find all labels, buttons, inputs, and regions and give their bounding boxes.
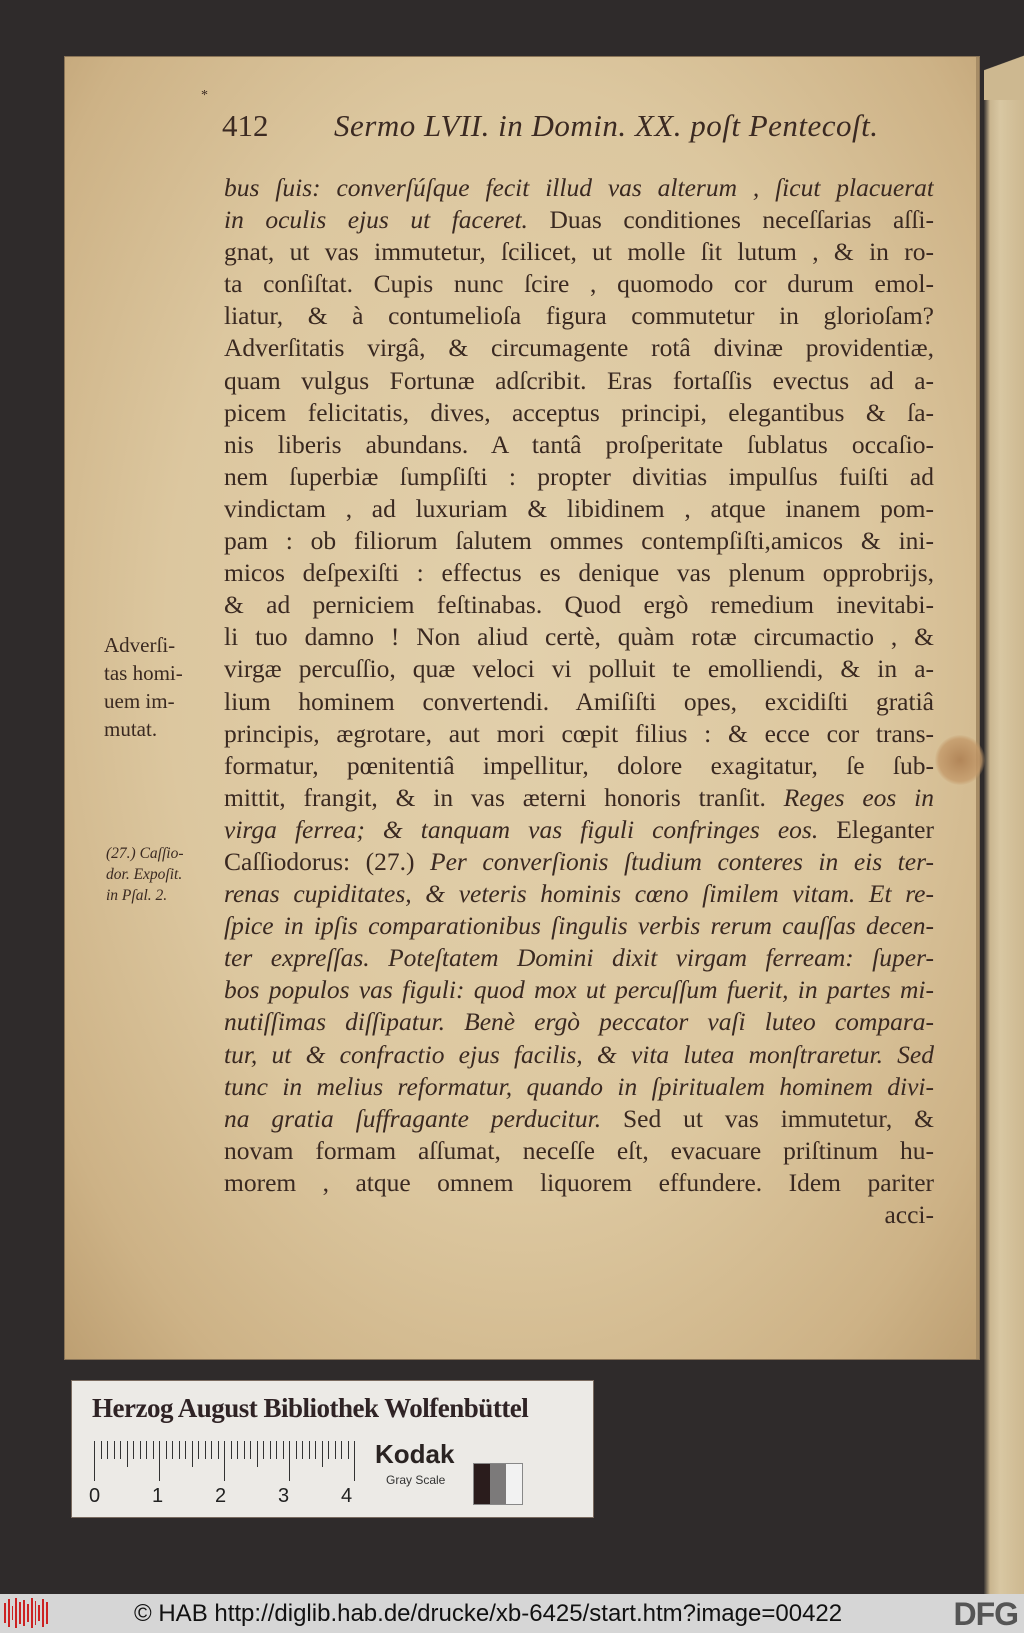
ruler-tick: [328, 1441, 329, 1459]
dfg-logo: DFG: [953, 1596, 1018, 1632]
text-segment: virgæ percuſſio, quæ veloci vi polluit te emolliendi, & in a-: [224, 654, 934, 684]
text-line: [224, 1071, 934, 1103]
text-line: [224, 942, 934, 974]
gray-scale-swatch: [473, 1463, 523, 1505]
italic-text-segment: Per converſionis ſtudium conteres in eis ter-: [430, 846, 934, 876]
italic-text-segment: Reges eos in: [783, 782, 934, 812]
text-segment: principis, ægrotare, aut mori cœpit filius : & ecce cor trans-: [224, 718, 934, 748]
text-segment: ta conſiſtat. Cupis nunc ſcire , quomodo cor durum emol-: [224, 269, 934, 299]
text-segment: mittit, frangit, & in vas æterni honoris tranſit.: [224, 782, 784, 812]
ruler-number: 3: [278, 1485, 290, 1507]
text-line: [224, 1199, 934, 1231]
marginal-line: mutat.: [104, 717, 158, 741]
ruler-tick: [231, 1441, 232, 1459]
gray-swatch: [474, 1464, 490, 1504]
text-segment: Caſſiodorus: (27.): [224, 846, 431, 876]
text-line: [224, 653, 934, 685]
text-line: [224, 814, 934, 846]
text-line: [224, 493, 934, 525]
ruler-tick: [172, 1441, 173, 1459]
kodak-logo: Kodak: [375, 1439, 455, 1469]
ruler-tick: [140, 1441, 141, 1459]
gray-scale-label: Gray Scale: [386, 1473, 446, 1487]
ruler-tick: [185, 1441, 186, 1459]
ruler-tick: [94, 1441, 95, 1481]
ruler-tick: [107, 1441, 108, 1459]
text-segment: picem felicitatis, dives, acceptus principi, elegantibus & ſa-: [224, 397, 934, 427]
italic-text-segment: tur, ut & confractio ejus facilis, & vita lutea monſtraretur. Sed: [224, 1039, 934, 1069]
text-line: [224, 300, 934, 332]
ruler-tick: [250, 1441, 251, 1459]
text-line: [224, 782, 934, 814]
page-number: 412: [222, 108, 269, 143]
text-line: [224, 1167, 934, 1199]
text-segment: Duas conditiones neceſſarias aſſi-: [549, 205, 934, 235]
ruler-tick: [257, 1441, 258, 1467]
text-line: [224, 1135, 934, 1167]
italic-text-segment: bos populos vas figuli: quod mox ut percuſſum fuerit, in partes mi-: [224, 975, 934, 1005]
italic-text-segment: na gratia ſuffragante perducitur.: [224, 1103, 623, 1133]
marginal-note-citation: [106, 843, 184, 906]
ruler-tick: [192, 1441, 193, 1467]
ruler-tick: [315, 1441, 316, 1459]
text-segment: li tuo damno ! Non aliud certè, quàm rotæ circumactio , &: [224, 622, 934, 652]
text-line: [224, 557, 934, 589]
text-segment: lium hominem convertendi. Amiſiſti opes, excidiſti gratiâ: [224, 686, 934, 716]
marginal-line: in Pſal. 2.: [106, 887, 168, 904]
text-line: [224, 910, 934, 942]
hab-logo-icon: [4, 1598, 48, 1628]
text-line: [224, 621, 934, 653]
ruler-tick: [283, 1441, 284, 1459]
text-segment: Sed ut vas immutetur, &: [622, 1103, 934, 1133]
ruler-tick: [224, 1441, 225, 1481]
text-line: [224, 397, 934, 429]
text-segment: gnat, ut vas immutetur, ſcilicet, ut molle ſit lutum , & in ro-: [224, 237, 934, 267]
ruler-number: 2: [215, 1485, 227, 1507]
text-segment: vindictam , ad luxuriam & libidinem , atque inanem pom-: [224, 493, 934, 523]
text-segment: formatur, pœnitentiâ impellitur, dolore exagitatur, ſe ſub-: [224, 750, 934, 780]
text-segment: acci-: [884, 1200, 934, 1229]
text-line: [224, 204, 934, 236]
ruler-tick: [289, 1441, 290, 1481]
ruler-tick: [198, 1441, 199, 1459]
ruler-number: 0: [89, 1485, 101, 1507]
scale-ruler: [94, 1441, 359, 1481]
marginal-line: uem im-: [104, 689, 175, 713]
text-line: [224, 1103, 934, 1135]
body-text: [224, 172, 934, 1231]
marginal-line: dor. Expoſit.: [106, 866, 183, 883]
ruler-tick: [270, 1441, 271, 1459]
ruler-tick: [101, 1441, 102, 1459]
scan-reference-card: [71, 1380, 594, 1518]
ruler-tick: [146, 1441, 147, 1459]
ruler-tick: [322, 1441, 323, 1467]
marginal-note-adversitas: [104, 631, 183, 743]
text-segment: & ad perniciem feſtinabas. Quod ergò remedium inevitabi-: [224, 590, 934, 620]
ruler-number: 4: [341, 1485, 353, 1507]
text-segment: pam : ob filiorum ſalutem ommes contempſiſti,amicos & ini-: [224, 526, 934, 556]
ruler-tick: [244, 1441, 245, 1459]
ruler-tick: [309, 1441, 310, 1459]
ruler-tick: [114, 1441, 115, 1459]
italic-text-segment: tunc in melius reformatur, quando in ſpiritualem hominem divi-: [224, 1071, 934, 1101]
text-line: [224, 718, 934, 750]
ruler-tick: [276, 1441, 277, 1459]
text-line: [224, 1006, 934, 1038]
text-segment: liatur, & à contumelioſa figura commutetur in glorioſam?: [224, 301, 934, 331]
text-line: [224, 332, 934, 364]
text-line: [224, 878, 934, 910]
text-line: [224, 525, 934, 557]
ruler-tick: [302, 1441, 303, 1459]
ruler-tick: [218, 1441, 219, 1459]
ruler-tick: [211, 1441, 212, 1459]
italic-text-segment: virga ferrea; & tanquam vas figuli confringes eos.: [224, 814, 837, 844]
text-line: [224, 365, 934, 397]
copyright-url: © HAB http://diglib.hab.de/drucke/xb-6425/start.htm?image=00422: [134, 1600, 843, 1627]
text-segment: nis liberis abundans. A tantâ proſperitate ſublatus occaſio-: [224, 429, 934, 459]
text-line: [224, 589, 934, 621]
page-mark: *: [201, 88, 208, 103]
page-header: [222, 108, 892, 148]
text-line: [224, 974, 934, 1006]
italic-text-segment: renas cupiditates, & veteris hominis cœno ſimilem vitam. Et re-: [224, 879, 934, 909]
text-line: [224, 268, 934, 300]
footer-bar: [0, 1594, 1024, 1633]
text-segment: morem , atque omnem liquorem effundere. Idem pariter: [224, 1167, 934, 1197]
ruler-tick: [263, 1441, 264, 1459]
text-segment: Adverſitatis virgâ, & circumagente rotâ divinæ providentiæ,: [224, 333, 934, 363]
ruler-tick: [341, 1441, 342, 1459]
ruler-tick: [133, 1441, 134, 1459]
ruler-tick: [348, 1441, 349, 1459]
italic-text-segment: bus ſuis: converſúſque fecit illud vas alterum , ſicut placuerat: [224, 173, 934, 202]
gray-swatch: [506, 1464, 522, 1504]
marginal-line: tas homi-: [104, 661, 183, 685]
text-segment: Eleganter: [836, 814, 934, 844]
ruler-tick: [296, 1441, 297, 1459]
text-line: [224, 429, 934, 461]
marginal-line: Adverſi-: [104, 633, 176, 657]
ruler-tick: [354, 1441, 355, 1481]
ruler-tick: [120, 1441, 121, 1459]
text-segment: quam vulgus Fortunæ adſcribit. Eras fortaſſis evectus ad a-: [224, 365, 934, 395]
text-segment: micos deſpexiſti : effectus es denique vas plenum opprobrijs,: [224, 558, 934, 588]
text-line: [224, 172, 934, 204]
text-line: [224, 846, 934, 878]
text-line: [224, 461, 934, 493]
running-title: Sermo LVII. in Domin. XX. poſt Pentecoſt.: [334, 108, 879, 143]
italic-text-segment: ter expreſſas. Poteſtatem Domini dixit virgam ferream: ſuper-: [224, 943, 934, 973]
ruler-tick: [159, 1441, 160, 1481]
text-line: [224, 686, 934, 718]
ruler-tick: [237, 1441, 238, 1459]
text-segment: nem ſuperbiæ ſumpſiſti : propter divitias impulſus fuiſti ad: [224, 461, 934, 491]
ruler-tick: [335, 1441, 336, 1459]
ruler-tick: [127, 1441, 128, 1467]
ruler-tick: [205, 1441, 206, 1459]
text-line: [224, 236, 934, 268]
italic-text-segment: ſpice in ipſis comparationibus ſingulis verbis rerum cauſſas decen-: [224, 911, 934, 941]
ruler-tick: [179, 1441, 180, 1459]
adjacent-page-edge: [984, 40, 1024, 1600]
ruler-tick: [166, 1441, 167, 1459]
italic-text-segment: nutiſſimas diſſipatur. Benè ergò peccator vaſi luteo compara-: [224, 1007, 934, 1037]
italic-text-segment: in oculis ejus ut faceret.: [224, 205, 550, 235]
ruler-tick: [153, 1441, 154, 1459]
ruler-number: 1: [152, 1485, 164, 1507]
paper-stain: [935, 735, 985, 785]
text-line: [224, 1039, 934, 1071]
library-name: Herzog August Bibliothek Wolfenbüttel: [92, 1393, 529, 1423]
gray-swatch: [490, 1464, 506, 1504]
text-segment: novam formam aſſumat, neceſſe eſt, evacuare priſtinum hu-: [224, 1135, 934, 1165]
marginal-line: (27.) Caſſio-: [106, 845, 184, 862]
text-line: [224, 750, 934, 782]
